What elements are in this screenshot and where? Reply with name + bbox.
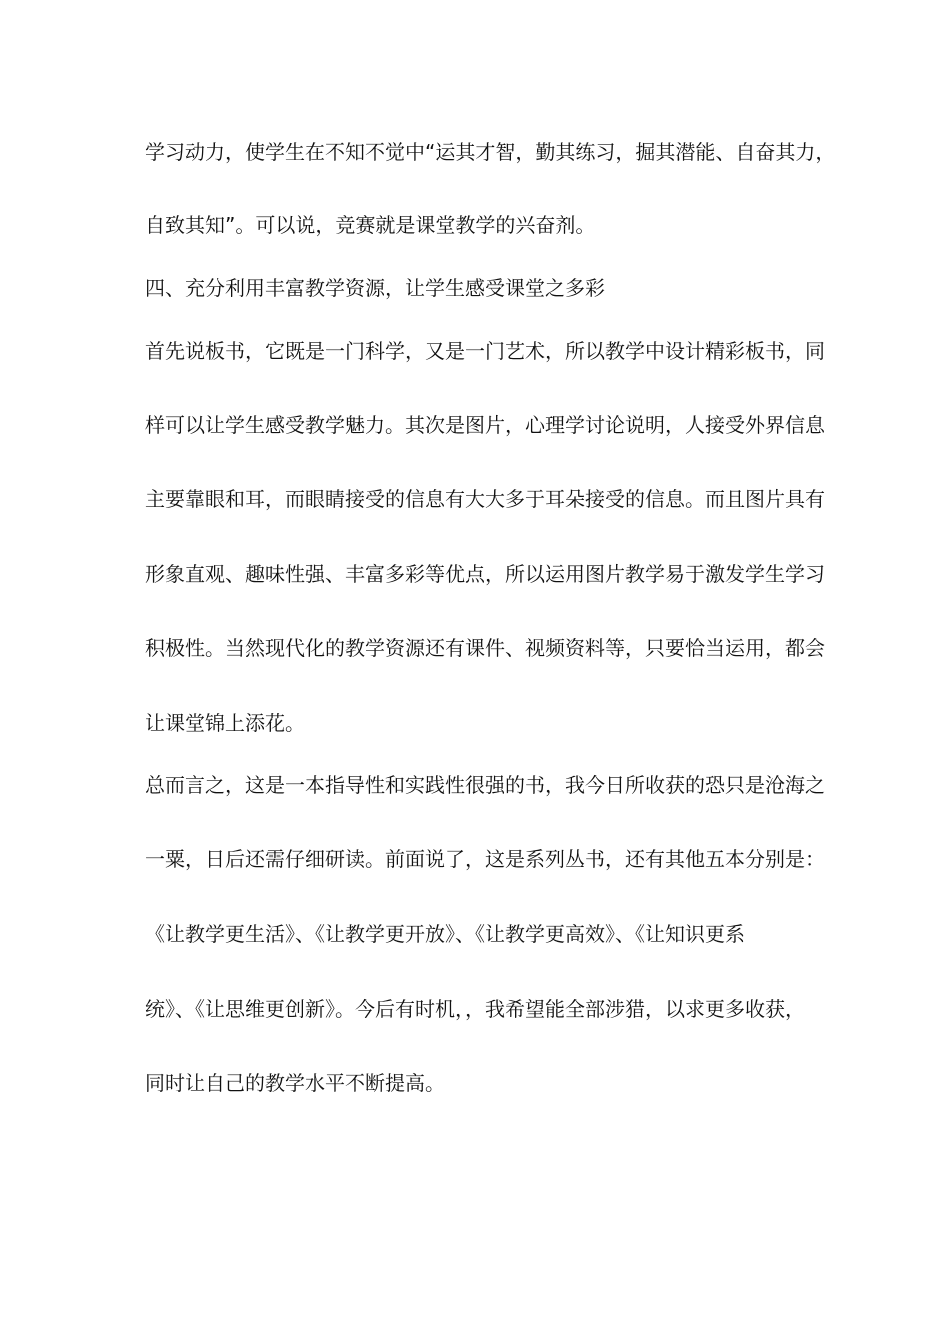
text-line: 形象直观、趣味性强、丰富多彩等优点，所以运用图片教学易于激发学生学习 xyxy=(145,562,825,586)
text-line: 总而言之，这是一本指导性和实践性很强的书，我今日所收获的恐只是沧海之 xyxy=(145,773,825,797)
text-line: 首先说板书，它既是一门科学，又是一门艺术，所以教学中设计精彩板书，同 xyxy=(145,339,825,363)
text-line: 学习动力，使学生在不知不觉中“运其才智，勤其练习，掘其潜能、自奋其力， xyxy=(145,140,836,164)
text-line: 一粟，日后还需仔细研读。前面说了，这是系列丛书，还有其他五本分别是： xyxy=(145,847,825,871)
text-line: 《让教学更生活》、《让教学更开放》、《让教学更高效》、《让知识更系 xyxy=(145,922,745,946)
text-line: 让课堂锦上添花。 xyxy=(145,711,305,735)
section-heading: 四、充分利用丰富教学资源，让学生感受课堂之多彩 xyxy=(145,276,605,300)
text-line: 同时让自己的教学水平不断提高。 xyxy=(145,1071,445,1095)
text-line: 样可以让学生感受教学魅力。其次是图片，心理学讨论说明，人接受外界信息 xyxy=(145,413,825,437)
text-line: 自致其知”。可以说，竞赛就是课堂教学的兴奋剂。 xyxy=(145,213,596,237)
text-line: 积极性。当然现代化的教学资源还有课件、视频资料等，只要恰当运用，都会 xyxy=(145,636,825,660)
text-line: 统》、《让思维更创新》。今后有时机，，我希望能全部涉猎，以求更多收获， xyxy=(145,997,805,1021)
text-line: 主要靠眼和耳，而眼睛接受的信息有大大多于耳朵接受的信息。而且图片具有 xyxy=(145,487,825,511)
